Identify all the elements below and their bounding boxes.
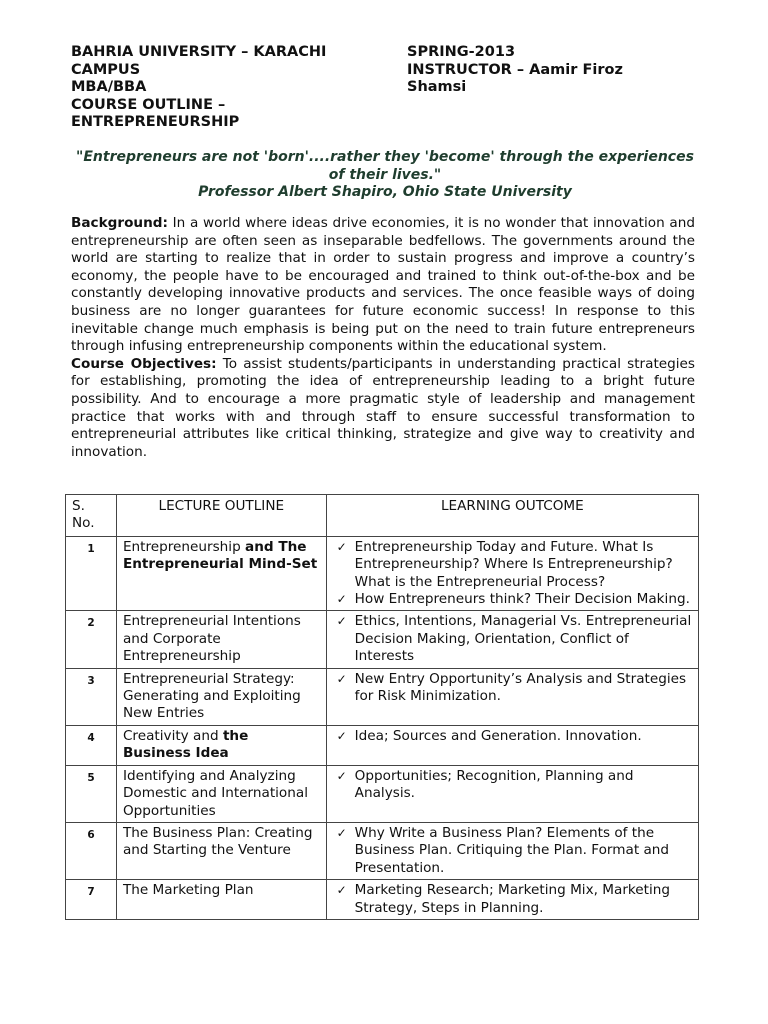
outcome-list: [333, 613, 692, 665]
lecture-cell: [116, 765, 326, 822]
lecture-cell: [116, 822, 326, 879]
lecture-text: Creativity and: [122, 727, 223, 744]
lecture-text-bold: and The Entrepreneurial Mind-Set: [122, 538, 318, 573]
quote-author: Professor Albert Shapiro, Ohio State University: [198, 184, 572, 200]
objectives-label: Course Objectives:: [71, 355, 217, 372]
checkmark-icon: ✓: [336, 883, 347, 898]
outcome-cell: [326, 536, 698, 611]
lecture-text: Identifying and Analyzing Domestic and International Opportunities: [122, 767, 308, 819]
outcome-cell: [326, 611, 698, 668]
lecture-cell: [116, 668, 326, 725]
checkmark-icon: ✓: [336, 539, 347, 554]
quote-block: [71, 149, 699, 202]
outcome-item: [333, 768, 692, 803]
quote-text: "Entrepreneurs are not 'born'....rather they 'become' through the experiences of their lives.": [76, 149, 694, 183]
row-number: 3: [66, 668, 117, 725]
background-text: In a world where ideas drive economies, it is no wonder that innovation and entrepreneurship are often seen as inseparable bedfellows. The governments around the world are starting to realize that in order to sustain progress and improve a country’s economy, the people have to be encouraged and trained to think out-of-the-box and be constantly developing innovative products and services. The once feasible ways of doing business are no longer guarantees for future economic success! In response to this inevitable change much emphasis is being put on the need to train future entrepreneurs through infusing entrepreneurship components within the educational system.: [71, 215, 695, 355]
table-row: [66, 880, 699, 920]
university-name: BAHRIA UNIVERSITY – KARACHI: [71, 44, 327, 60]
outcome-cell: [326, 880, 698, 920]
checkmark-icon: ✓: [336, 825, 347, 840]
header-sno: S. No.: [66, 495, 117, 537]
outcome-item: [333, 671, 692, 706]
outcome-list: [333, 671, 692, 706]
lecture-cell: [116, 725, 326, 765]
checkmark-icon: ✓: [336, 728, 347, 743]
outcome-list: [333, 768, 692, 803]
lecture-cell: [116, 611, 326, 668]
outcome-text: Idea; Sources and Generation. Innovation.: [354, 727, 642, 744]
checkmark-icon: ✓: [336, 768, 347, 783]
background-label: Background:: [71, 215, 168, 231]
lecture-cell: [116, 536, 326, 611]
header-lecture-outline: LECTURE OUTLINE: [116, 495, 326, 537]
outcome-list: [333, 728, 692, 745]
lecture-text: The Marketing Plan: [122, 882, 254, 899]
outcome-text: New Entry Opportunity’s Analysis and Strategies for Risk Minimization.: [354, 670, 687, 705]
objectives-paragraph: [71, 356, 695, 462]
row-number: 5: [66, 765, 117, 822]
campus-label: CAMPUS: [71, 61, 141, 78]
outcome-item: [333, 591, 692, 608]
course-description: [71, 215, 695, 461]
instructor-label: INSTRUCTOR – Aamir Firoz: [407, 61, 623, 78]
outcome-cell: [326, 765, 698, 822]
lecture-text: Entrepreneurial Intentions and Corporate Entrepreneurship: [122, 613, 301, 665]
table-row: [66, 822, 699, 879]
background-paragraph: [71, 215, 695, 356]
table-row: [66, 668, 699, 725]
outcome-text: Marketing Research; Marketing Mix, Marketing Strategy, Steps in Planning.: [354, 882, 671, 916]
table-row: [66, 725, 699, 765]
outcome-text: How Entrepreneurs think? Their Decision Making.: [354, 591, 690, 608]
checkmark-icon: ✓: [336, 592, 347, 607]
outcome-text: Opportunities; Recognition, Planning and Analysis.: [354, 767, 634, 802]
row-number: 2: [66, 611, 117, 668]
header-left-block: [71, 44, 326, 132]
table-row: [66, 765, 699, 822]
table-row: [66, 536, 699, 611]
outcome-cell: [326, 725, 698, 765]
outcome-text: Entrepreneurship Today and Future. What Is Entrepreneurship? Where Is Entrepreneurship? What is the Entrepreneurial Process?: [354, 538, 673, 590]
outcome-item: [333, 613, 692, 665]
course-name: ENTREPRENEURSHIP: [71, 114, 240, 130]
outcome-item: [333, 728, 692, 745]
checkmark-icon: ✓: [336, 671, 347, 686]
lecture-text-bold: the Business Idea: [122, 727, 249, 762]
lecture-text: Entrepreneurship: [122, 538, 246, 555]
row-number: 7: [66, 880, 117, 920]
outcome-list: [333, 539, 692, 609]
program-label: MBA/BBA: [71, 79, 147, 95]
outcome-cell: [326, 822, 698, 879]
outcome-item: [333, 539, 692, 591]
checkmark-icon: ✓: [336, 614, 347, 629]
outcome-item: [333, 825, 692, 877]
table-header-row: [66, 495, 699, 537]
semester-label: SPRING-2013: [407, 44, 516, 60]
lecture-text: The Business Plan: Creating and Starting the Venture: [122, 824, 313, 859]
outcome-list: [333, 825, 692, 877]
table-body: [66, 536, 699, 919]
objectives-text: To assist students/participants in understanding practical strategies for establishing, promoting the idea of entrepreneurship leading to a bright future possibility. And to encourage a more pragmatic style of leadership and management practice that works with and through staff to ensure successful transformation to entrepreneurial attributes like critical thinking, strategize and give way to creativity and innovation.: [71, 355, 696, 460]
row-number: 1: [66, 536, 117, 611]
lecture-text: Entrepreneurial Strategy: Generating and Exploiting New Entries: [122, 670, 301, 722]
row-number: 4: [66, 725, 117, 765]
table-row: [66, 611, 699, 668]
header-right-block: [407, 44, 623, 97]
outcome-list: [333, 882, 692, 917]
lecture-cell: [116, 880, 326, 920]
header-learning-outcome: LEARNING OUTCOME: [326, 495, 698, 537]
outcome-text: Why Write a Business Plan? Elements of the Business Plan. Critiquing the Plan. Format and Presentation.: [354, 824, 670, 876]
outcome-item: [333, 882, 692, 917]
instructor-surname: Shamsi: [407, 79, 467, 95]
outcome-text: Ethics, Intentions, Managerial Vs. Entrepreneurial Decision Making, Orientation, Conflict of Interests: [354, 613, 692, 665]
outcome-cell: [326, 668, 698, 725]
outline-label: COURSE OUTLINE –: [71, 96, 226, 113]
course-outline-table: [65, 494, 699, 920]
row-number: 6: [66, 822, 117, 879]
